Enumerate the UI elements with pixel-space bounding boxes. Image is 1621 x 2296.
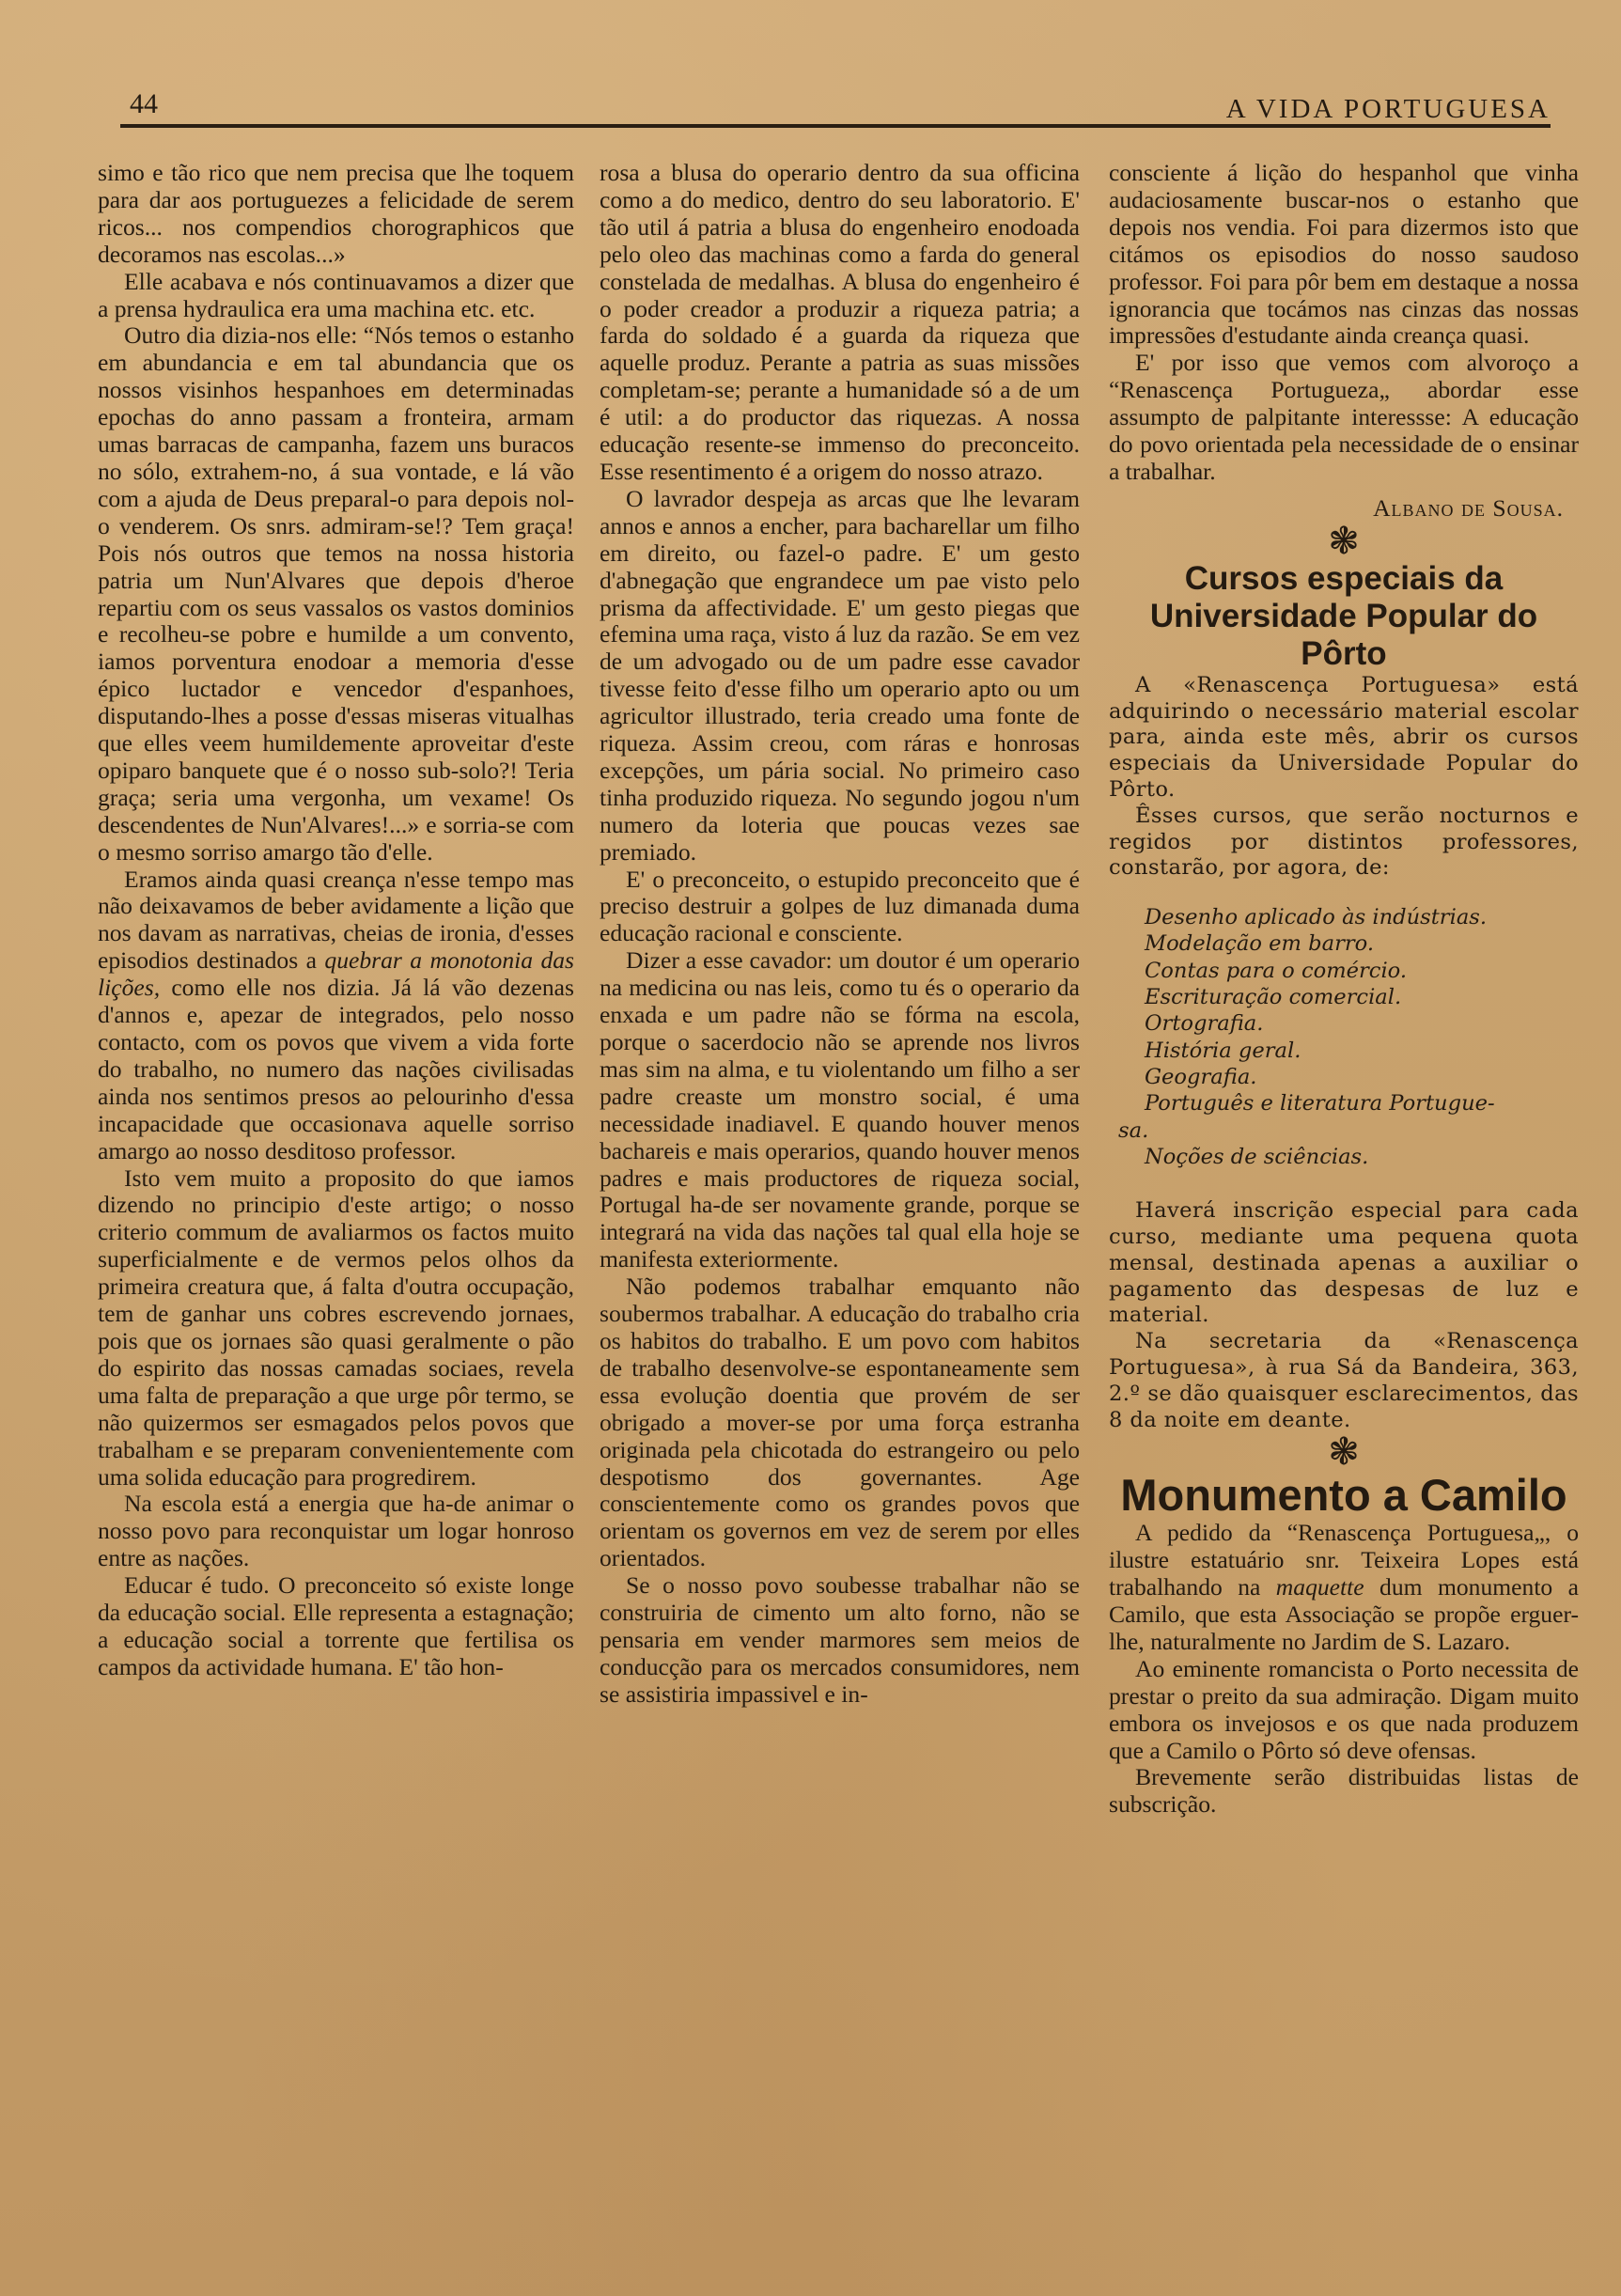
column-left: [98, 160, 574, 1681]
flower-ornament-icon: ❃: [1328, 519, 1360, 562]
paragraph: E' o preconceito, o estupido preconceito que é preciso destruir a golpes de luz dimanada duma educação racional e consciente.: [600, 865, 1080, 947]
column-right: [1109, 160, 1579, 1819]
paragraph: Outro dia dizia-nos elle: “Nós temos o estanho em abundancia e em tal abundancia que os nossos visinhos hespanhoes em determinadas epochas do anno passam a fronteira, armam umas barracas de campanha, fazem uns buracos no sólo, extrahem-no, á sua vontade, e lá vão com a ajuda de Deus preparal-o para depois nol-o venderem. Os snrs. admiram-se!? Tem graça! Pois nós outros que temos na nossa historia patria um Nun'Alvares que depois d'heroe repartiu com os seus vassalos os vastos dominios e recolheu-se pobre e humilde a um convento, iamos porventura enodoar a memoria d'esse épico luctador e vencedor d'espanhoes, disputando-lhes a posse d'essas miseras vitualhas que elles veem humildemente aproveitar d'este opiparo banquete que é o nosso sub-solo?! Teria graça; seria uma vergonha, um vexame! Os descendentes de Nun'Alvares!...» e sorria-se com o mesmo sorriso amargo tão d'elle.: [98, 321, 574, 866]
page-header: [120, 86, 1551, 128]
paragraph: Na escola está a energia que ha-de animar o nosso povo para reconquistar um logar honroso entre as nações.: [98, 1490, 574, 1572]
text-run: como elle nos dizia. Já lá vão dezenas d'annos e, apezar de integrados, pelo nosso contacto, com os povos que vivem a vida forte do trabalho, no numero das nações civilisadas ainda nos sentimos presos ao pelourinho d'essa incapacidade que occasionava aquelle sorriso amargo ao nosso desditoso professor.: [98, 974, 574, 1164]
course-item: Ortografia.: [1145, 1011, 1264, 1037]
course-item: Escrituração comercial.: [1145, 985, 1402, 1010]
flower-ornament-icon: ❃: [1328, 1430, 1360, 1474]
course-item: História geral.: [1145, 1038, 1301, 1063]
cursos-heading: Cursos especiais da Universidade Popular do Pôrto: [1149, 559, 1538, 672]
course-item: Modelação em barro.: [1145, 931, 1375, 957]
course-item: Português e literatura Portugue-: [1145, 1091, 1495, 1117]
course-item: sa.: [1118, 1117, 1149, 1143]
paragraph: O lavrador despeja as arcas que lhe levaram annos e annos a encher, para bacharellar um filho em direito, ou fazel-o padre. E' um gesto d'abnegação que engrandece um pae visto pelo prisma da affectividade. E' um gesto piegas que efemina uma raça, visto á luz da razão. Se em vez de um advogado ou de um padre esse cavador tivesse feito d'esse filho um operario apto ou um agricultor illustrado, teria creado uma fonte de riqueza. Assim creou, com ráras e honrosas excepções, um pária social. No primeiro caso tinha produzido riqueza. No segundo jogou n'um numero da loteria que poucas vezes sae premiado.: [600, 484, 1080, 866]
paragraph: consciente á lição do hespanhol que vinha audaciosamente buscar-nos o estanho que depois nos vendia. Foi para dizermos isto que citámos os episodios do nosso saudoso professor. Foi para pôr bem em destaque a nossa ignorancia que tocámos nas cinzas das nossas impressões d'estudante ainda creança quasi.: [1109, 159, 1579, 350]
paragraph: Elle acabava e nós continuavamos a dizer que a prensa hydraulica era uma machina etc. etc.: [98, 267, 574, 322]
header-rule: [120, 124, 1551, 128]
author-signature: Albano de Sousa.: [1373, 493, 1564, 522]
course-item: Contas para o comércio.: [1145, 958, 1408, 983]
text-run: A pedido da “Renascença Portuguesa„, o ilustre estatuário snr. Teixeira Lopes está trabalhando na: [1109, 1519, 1579, 1601]
column-middle: [600, 160, 1080, 1709]
page-number: 44: [130, 88, 158, 119]
paragraph: Ao eminente romancista o Porto necessita de prestar o preito da sua admiração. Digam muito embora os invejosos e os que nada produzem que a Camilo o Pôrto só deve ofensas.: [1109, 1654, 1579, 1764]
paragraph: simo e tão rico que nem precisa que lhe toquem para dar aos portuguezes a felicidade de serem ricos... nos compendios chorographicos que decoramos nas escolas...»: [98, 159, 574, 268]
paragraph: Educar é tudo. O preconceito só existe longe da educação social. Elle representa a estagnação; a educação social a torrente que fertilisa os campos da actividade humana. E' tão hon-: [98, 1571, 574, 1680]
paragraph: rosa a blusa do operario dentro da sua officina como a do medico, dentro do seu laboratorio. E' tão util á patria a blusa do engenheiro enodoada pelo oleo das machinas como a farda do general constelada de medalhas. A blusa do engenheiro é o poder creador a produzir a riqueza patria; a farda do soldado é a guarda da riqueza que aquelle produz. Perante a patria as suas missões completam-se; perante a humanidade só a de um é util: a do productor das riquezas. A nossa educação resente-se immenso do preconceito. Esse resentimento é a origem do nosso atrazo.: [600, 159, 1080, 485]
paragraph: [1109, 1520, 1579, 1656]
text-run: Eramos ainda quasi creança n'esse tempo mas não deixavamos de beber avidamente a lição que nos davam as narrativas, cheias de ironia, d'esses episodios destinados a: [98, 865, 574, 975]
course-list: [1118, 904, 1579, 1170]
paragraph: A «Renascença Portuguesa» está adquirindo o necessário material escolar para, ainda este mês, abrir os cursos especiais da Universidade Popular do Pôrto.: [1109, 672, 1579, 802]
italic-phrase: quebrar a monotonia das lições,: [98, 946, 575, 1002]
paragraph: Isto vem muito a proposito do que iamos dizendo no principio d'este artigo; o nosso criterio commum de avaliarmos os factos muito superficialmente e de vermos pelos olhos da primeira creatura que, á falta d'outra occupação, tem de ganhar uns cobres escrevendo jornaes, pois que os jornaes são quasi geralmente o pão do espirito das nossas camadas sociaes, revela uma falta de preparação a que urge pôr termo, se não quizermos ser esmagados pelos povos que trabalham e se preparam convenientemente com uma solida educação para progredirem.: [98, 1164, 574, 1491]
paragraph: [98, 867, 574, 1165]
paragraph: Brevemente serão distribuidas listas de subscrição.: [1109, 1763, 1579, 1819]
paragraph: Haverá inscrição especial para cada curso, mediante uma pequena quota mensal, destinada apenas a auxiliar o pagamento das despesas de luz e material.: [1109, 1198, 1579, 1328]
paragraph: Se o nosso povo soubesse trabalhar não se construiria de cimento um alto forno, não se pensaria em vender marmores sem meios de conducção para os mercados consumidores, nem se assistiria impassivel e in-: [600, 1571, 1080, 1708]
text-run: dum monumento a Camilo, que esta Associação se propõe erguer-lhe, naturalmente no Jardim de S. Lazaro.: [1109, 1573, 1579, 1655]
camilo-heading: Monumento a Camilo: [1120, 1470, 1567, 1521]
paragraph: Não podemos trabalhar emquanto não soubermos trabalhar. A educação do trabalho cria os habitos do trabalho. E um povo com habitos de trabalho desenvolve-se espontaneamente sem essa evolução doentia que provém de ser obrigado a mover-se por uma força estranha originada pela chicotada do estrangeiro ou pelo despotismo dos governantes. Age conscientemente como os grandes povos que orientam os governos em vez de serem por elles orientados.: [600, 1273, 1080, 1572]
course-item: Desenho aplicado às indústrias.: [1145, 905, 1488, 930]
italic-word: maquette: [1275, 1573, 1364, 1601]
running-title: A VIDA PORTUGUESA: [1225, 94, 1551, 124]
paragraph: Na secretaria da «Renascença Portuguesa», à rua Sá da Bandeira, 363, 2.º se dão quaisquer esclarecimentos, das 8 da noite em deante.: [1109, 1329, 1579, 1432]
paragraph: Dizer a esse cavador: um doutor é um operario na medicina ou nas leis, como tu és o operario da enxada e um padre não se fórma na escola, porque o sacerdocio não se aprende nos livros mas sim na alma, e tu violentando um filho a ser padre creaste um monstro social, é uma necessidade inadiavel. E quando houver menos bachareis e mais operarios, quando houver menos padres e mais productores de riqueza social, Portugal ha-de ser novamente grande, porque se integrará na vida das nações tal qual ella hoje se manifesta exteriormente.: [600, 946, 1080, 1273]
course-item: Noções de sciências.: [1145, 1144, 1369, 1169]
paragraph: Êsses cursos, que serão nocturnos e regidos por distintos professores, constarão, por agora, de:: [1109, 803, 1579, 881]
course-item: Geografia.: [1145, 1064, 1257, 1089]
paragraph: E' por isso que vemos com alvoroço a “Renascença Portugueza„ abordar esse assumpto de palpitante interessse: A educação do povo orientada pela necessidade de o ensinar a trabalhar.: [1109, 349, 1579, 485]
